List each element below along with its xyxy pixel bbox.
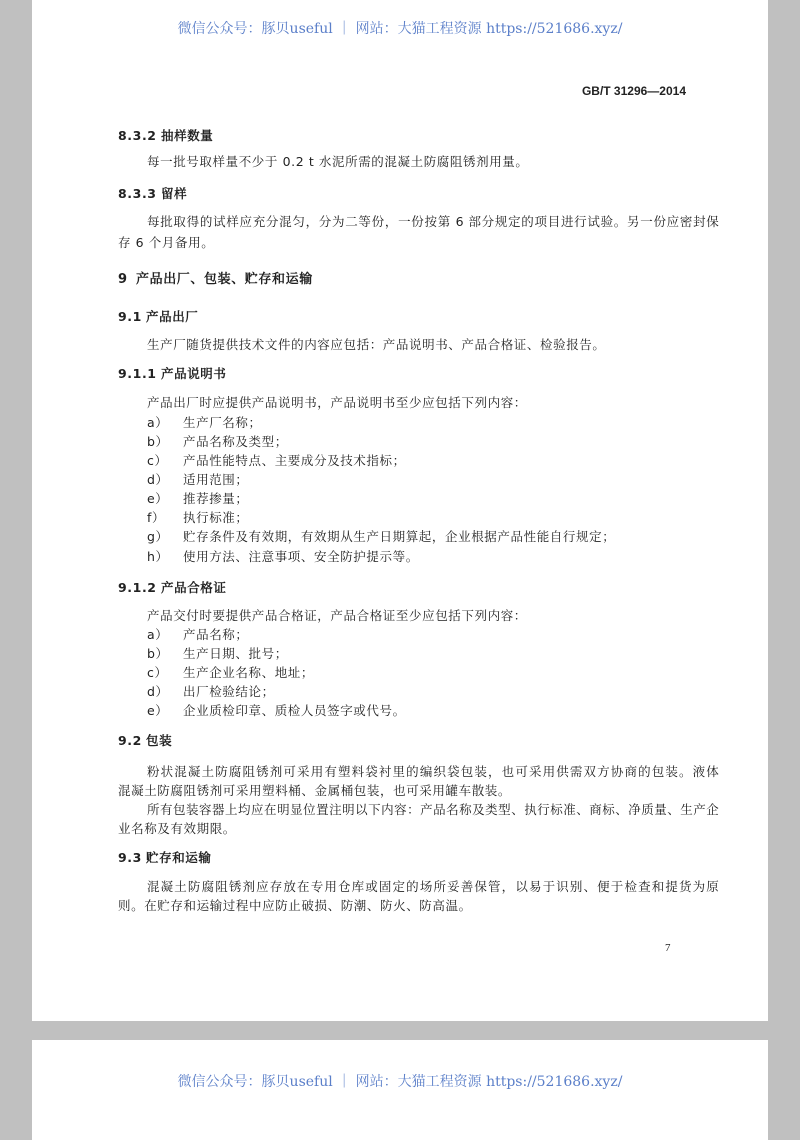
list-intro: 产品出厂时应提供产品说明书，产品说明书至少应包括下列内容： xyxy=(147,395,527,410)
list-item xyxy=(147,452,406,470)
standard-number: GB/T 31296—2014 xyxy=(581,84,686,98)
paragraph-line: 混凝土防腐阻锈剂应存放在专用仓库或固定的场所妥善保管，以易于识别、便于检查和提货为原 xyxy=(147,879,719,894)
list-label: a） xyxy=(147,627,169,642)
list-label: g） xyxy=(147,529,169,544)
list-text: 贮存条件及有效期，有效期从生产日期算起，企业根据产品性能自行规定； xyxy=(183,529,616,544)
paragraph-line: 每批取得的试样应充分混匀，分为二等份，一份按第 6 部分规定的项目进行试验。另一份应密封保 xyxy=(147,214,719,229)
list-item xyxy=(147,645,288,663)
section-number: 9.3 xyxy=(118,850,142,865)
paragraph-line: 则。在贮存和运输过程中应防止破损、防潮、防火、防高温。 xyxy=(118,898,472,913)
list-label: d） xyxy=(147,472,169,487)
heading-9-2 xyxy=(118,732,172,750)
section-title: 包装 xyxy=(146,733,173,748)
heading-9-3 xyxy=(118,849,212,867)
list-item xyxy=(147,433,288,451)
heading-9-1 xyxy=(118,308,198,326)
list-item xyxy=(147,414,262,432)
list-item xyxy=(147,548,419,566)
list-text: 执行标准； xyxy=(183,510,249,525)
document-page xyxy=(32,0,768,1021)
section-title: 产品说明书 xyxy=(161,366,227,381)
section-title: 产品合格证 xyxy=(161,580,227,595)
section-number: 9.2 xyxy=(118,733,142,748)
list-label: b） xyxy=(147,646,169,661)
list-label: e） xyxy=(147,491,169,506)
section-title: 产品出厂 xyxy=(146,309,199,324)
list-item xyxy=(147,528,615,546)
list-label: d） xyxy=(147,684,169,699)
list-intro: 产品交付时要提供产品合格证，产品合格证至少应包括下列内容： xyxy=(147,608,527,623)
section-title: 留样 xyxy=(161,186,188,201)
list-item xyxy=(147,702,406,720)
paragraph-line: 存 6 个月备用。 xyxy=(118,235,215,250)
section-number: 9 xyxy=(118,272,128,287)
section-title: 产品出厂、包装、贮存和运输 xyxy=(136,272,313,287)
list-text: 使用方法、注意事项、安全防护提示等。 xyxy=(183,549,419,564)
heading-8-3-3 xyxy=(118,185,187,203)
watermark: 微信公众号：豚贝useful ｜ 网站：大猫工程资源 https://521686.xyz/ xyxy=(177,21,623,37)
section-number: 9.1.1 xyxy=(118,366,157,381)
list-label: h） xyxy=(147,549,169,564)
section-title: 贮存和运输 xyxy=(146,850,212,865)
list-text: 生产企业名称、地址； xyxy=(183,665,315,680)
list-label: e） xyxy=(147,703,169,718)
heading-9-1-1 xyxy=(118,365,227,383)
paragraph-line: 粉状混凝土防腐阻锈剂可采用有塑料袋衬里的编织袋包装，也可采用供需双方协商的包装。液体 xyxy=(147,764,719,779)
paragraph-line: 所有包装容器上均应在明显位置注明以下内容：产品名称及类型、执行标准、商标、净质量、生产企 xyxy=(147,802,719,817)
list-text: 产品性能特点、主要成分及技术指标； xyxy=(183,453,406,468)
paragraph: 每一批号取样量不少于 0.2 t 水泥所需的混凝土防腐阻锈剂用量。 xyxy=(147,154,529,169)
heading-9-1-2 xyxy=(118,579,227,597)
paragraph-line: 混凝土防腐阻锈剂可采用塑料桶、金属桶包装，也可采用罐车散装。 xyxy=(118,783,512,798)
list-label: a） xyxy=(147,415,169,430)
list-text: 推荐掺量； xyxy=(183,491,249,506)
list-text: 生产日期、批号； xyxy=(183,646,288,661)
list-item xyxy=(147,471,249,489)
heading-8-3-2 xyxy=(118,127,213,145)
section-number: 9.1 xyxy=(118,309,142,324)
section-number: 8.3.2 xyxy=(118,128,157,143)
list-item xyxy=(147,509,249,527)
next-document-page xyxy=(32,1040,768,1140)
paragraph-line: 业名称及有效期限。 xyxy=(118,821,236,836)
list-label: f） xyxy=(147,510,166,525)
list-text: 出厂检验结论； xyxy=(183,684,275,699)
list-item xyxy=(147,626,249,644)
list-text: 生产厂名称； xyxy=(183,415,262,430)
list-item xyxy=(147,490,249,508)
section-number: 8.3.3 xyxy=(118,186,157,201)
paragraph: 生产厂随货提供技术文件的内容应包括：产品说明书、产品合格证、检验报告。 xyxy=(147,337,606,352)
section-number: 9.1.2 xyxy=(118,580,157,595)
list-text: 适用范围； xyxy=(183,472,249,487)
list-label: c） xyxy=(147,453,168,468)
page-number: 7 xyxy=(665,942,671,954)
heading-9 xyxy=(118,271,313,289)
list-text: 产品名称； xyxy=(183,627,249,642)
section-title: 抽样数量 xyxy=(161,128,214,143)
list-text: 企业质检印章、质检人员签字或代号。 xyxy=(183,703,406,718)
watermark: 微信公众号：豚贝useful ｜ 网站：大猫工程资源 https://521686.xyz/ xyxy=(177,1074,623,1090)
list-label: b） xyxy=(147,434,169,449)
list-item xyxy=(147,664,314,682)
list-item xyxy=(147,683,275,701)
list-label: c） xyxy=(147,665,168,680)
list-text: 产品名称及类型； xyxy=(183,434,288,449)
